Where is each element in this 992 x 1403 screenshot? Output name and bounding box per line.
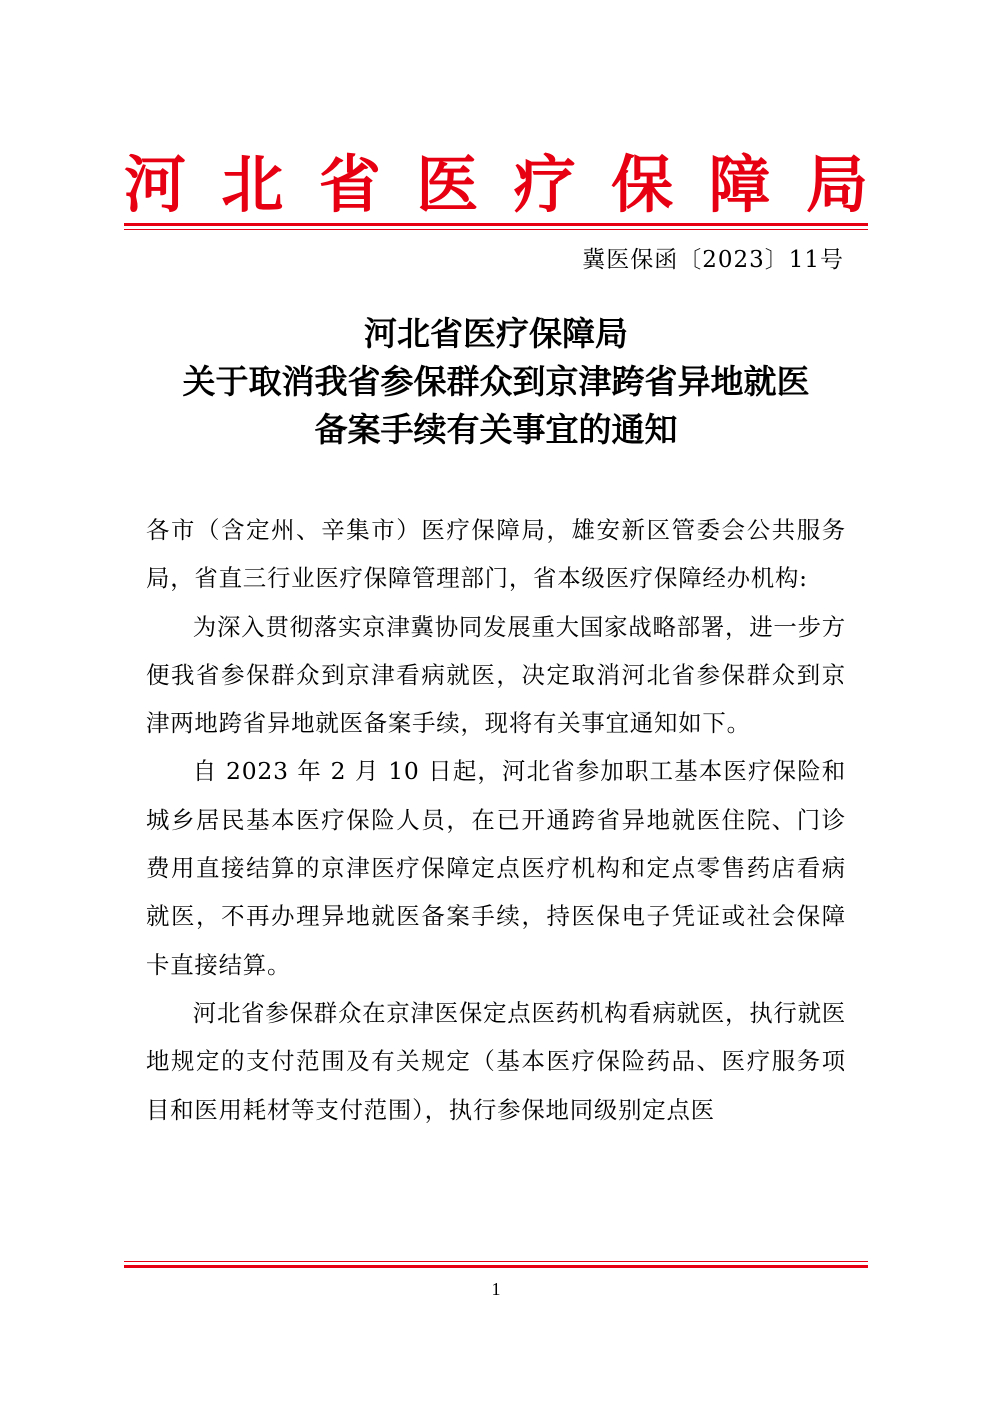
masthead-char: 保 bbox=[611, 148, 674, 221]
title-line-1: 河北省医疗保障局 bbox=[364, 314, 628, 353]
masthead-char: 局 bbox=[805, 148, 868, 221]
agency-masthead bbox=[124, 145, 868, 225]
footer-divider-thick bbox=[124, 1265, 868, 1268]
masthead-char: 医 bbox=[416, 148, 479, 221]
footer-divider-thin bbox=[124, 1261, 868, 1262]
addressee-paragraph: 各市（含定州、辛集市）医疗保障局，雄安新区管委会公共服务局，省直三行业医疗保障管理部门，省本级医疗保障经办机构: bbox=[146, 516, 846, 593]
document-title bbox=[124, 310, 868, 454]
masthead-char: 河 bbox=[124, 148, 187, 221]
title-line-3: 备案手续有关事宜的通知 bbox=[314, 410, 678, 449]
masthead-char: 疗 bbox=[513, 148, 576, 221]
masthead-char: 障 bbox=[708, 148, 771, 221]
masthead-char: 北 bbox=[221, 148, 284, 221]
title-line-2: 关于取消我省参保群众到京津跨省异地就医 bbox=[182, 362, 810, 401]
header-divider-thin bbox=[124, 229, 868, 230]
page-number: 1 bbox=[491, 1279, 501, 1299]
header-divider-thick bbox=[124, 223, 868, 226]
body-paragraph: 为深入贯彻落实京津冀协同发展重大国家战略部署，进一步方便我省参保群众到京津看病就医，决定取消河北省参保群众到京津两地跨省异地就医备案手续，现将有关事宜通知如下。 bbox=[146, 612, 846, 738]
body-paragraph: 自 2023 年 2 月 10 日起，河北省参加职工基本医疗保险和城乡居民基本医疗保险人员，在已开通跨省异地就医住院、门诊费用直接结算的京津医疗保障定点医疗机构和定点零售药店看病就医，不再办理异地就医备案手续，持医保电子凭证或社会保障卡直接结算。 bbox=[146, 757, 846, 979]
masthead-char: 省 bbox=[318, 148, 381, 221]
document-body bbox=[146, 506, 846, 1134]
document-number: 冀医保函〔2023〕11号 bbox=[582, 247, 844, 273]
body-paragraph: 河北省参保群众在京津医保定点医药机构看病就医，执行就医地规定的支付范围及有关规定（基本医疗保险药品、医疗服务项目和医用耗材等支付范围），执行参保地同级别定点医 bbox=[146, 998, 846, 1124]
